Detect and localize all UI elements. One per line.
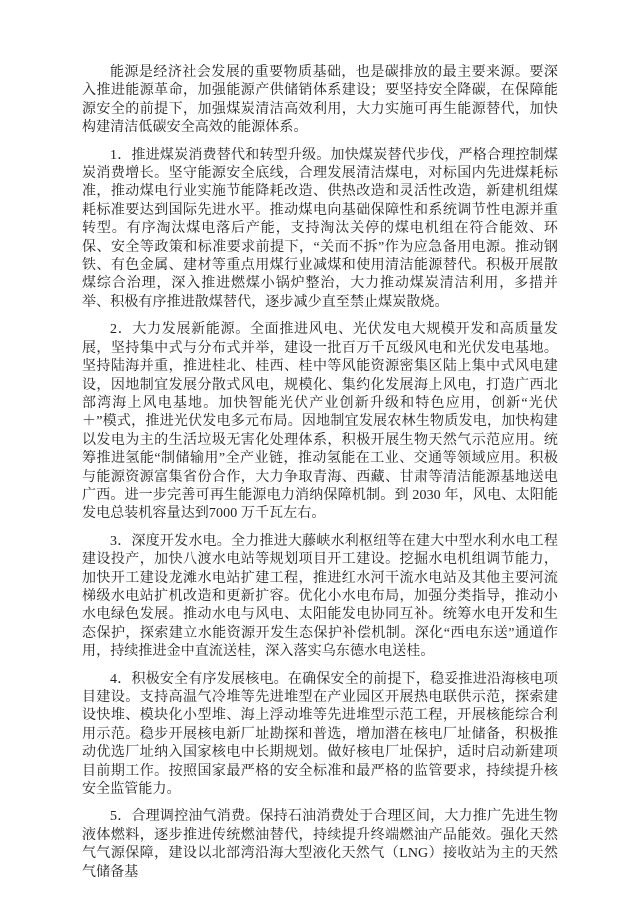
paragraph-2-new-energy-development: 2．大力发展新能源。全面推进风电、光伏发电大规模开发和高质量发展，坚持集中式与分布式并举，建设一批百万千瓦级风电和光伏发电基地。坚持陆海并重，推进桂北、桂西、桂中等风能资源密集区陆上集中式风电建设，因地制宜发展分散式风电，规模化、集约化发展海上风电，打造广西北部湾海上风电基地。加快智能光伏产业创新升级和特色应用，创新“光伏＋”模式，推进光伏发电多元布局。因地制宜发展农林生物质发电，加快构建以发电为主的生活垃圾无害化处理体系，积极开展生物天然气示范应用。统筹推进氢能“制储输用”全产业链，推动氢能在工业、交通等领域应用。积极与能源资源富集省份合作，大力争取青海、西藏、甘肃等清洁能源基地送电广西。进一步完善可再生能源电力消纳保障机制。到 2030 年，风电、太阳能发电总装机容量达到7000 万千瓦左右。 xyxy=(82,322,558,522)
paragraph-3-hydropower-development: 3．深度开发水电。全力推进大藤峡水利枢纽等在建大中型水利水电工程建设投产，加快八渡水电站等规划项目开工建设。挖掘水电机组调节能力，加快开工建设龙滩水电站扩建工程，推进红水河干流水电站及其他主要河流梯级水电站扩机改造和更新扩容。优化小水电布局，加强分类指导，推动小水电绿色发展。推动水电与风电、太阳能发电协同互补。统筹水电开发和生态保护，探索建立水能资源开发生态保护补偿机制。深化“西电东送”通道作用，持续推进金中直流送桂，深入落实乌东德水电送桂。 xyxy=(82,533,558,660)
intro-paragraph: 能源是经济社会发展的重要物质基础，也是碳排放的最主要来源。要深入推进能源革命，加强能源产供储销体系建设；要坚持安全降碳，在保障能源安全的前提下，加强煤炭清洁高效利用，大力实施可再生能源替代，加快构建清洁低碳安全高效的能源体系。 xyxy=(82,65,558,136)
paragraph-4-nuclear-power-development: 4．积极安全有序发展核电。在确保安全的前提下，稳妥推进沿海核电项目建设。支持高温气冷堆等先进堆型在产业园区开展热电联供示范，探索建设快堆、模块化小型堆、海上浮动堆等先进堆型示范工程，开展核能综合利用示范。稳步开展核电新厂址勘探和普选，增加潜在核电厂址储备，积极推动优选厂址纳入国家核电中长期规划。做好核电厂址保护，适时启动新建项目前期工作。按照国家最严格的安全标准和最严格的监管要求，持续提升核安全监管能力。 xyxy=(82,671,558,798)
paragraph-5-oil-gas-consumption-control: 5．合理调控油气消费。保持石油消费处于合理区间，大力推广先进生物液体燃料，逐步推进传统燃油替代，持续提升终端燃油产品能效。强化天然气气源保障，建设以北部湾沿海大型液化天然气（LNG）接收站为主的天然气储备基 xyxy=(82,809,558,880)
paragraph-1-coal-consumption-substitution: 1．推进煤炭消费替代和转型升级。加快煤炭替代步伐，严格合理控制煤炭消费增长。坚守能源安全底线，合理发展清洁煤电，对标国内先进煤耗标准，推动煤电行业实施节能降耗改造、供热改造和灵活性改造，新建机组煤耗标准要达到国际先进水平。推动煤电向基础保障性和系统调节性电源并重转型。有序淘汰煤电落后产能，支持淘汰关停的煤电机组在符合能效、环保、安全等政策和标准要求前提下，“关而不拆”作为应急备用电源。推动钢铁、有色金属、建材等重点用煤行业减煤和使用清洁能源替代。积极开展散煤综合治理，深入推进燃煤小锅炉整治，大力推动煤炭清洁利用，多措并举、积极有序推进散煤替代，逐步减少直至禁止煤炭散烧。 xyxy=(82,147,558,310)
